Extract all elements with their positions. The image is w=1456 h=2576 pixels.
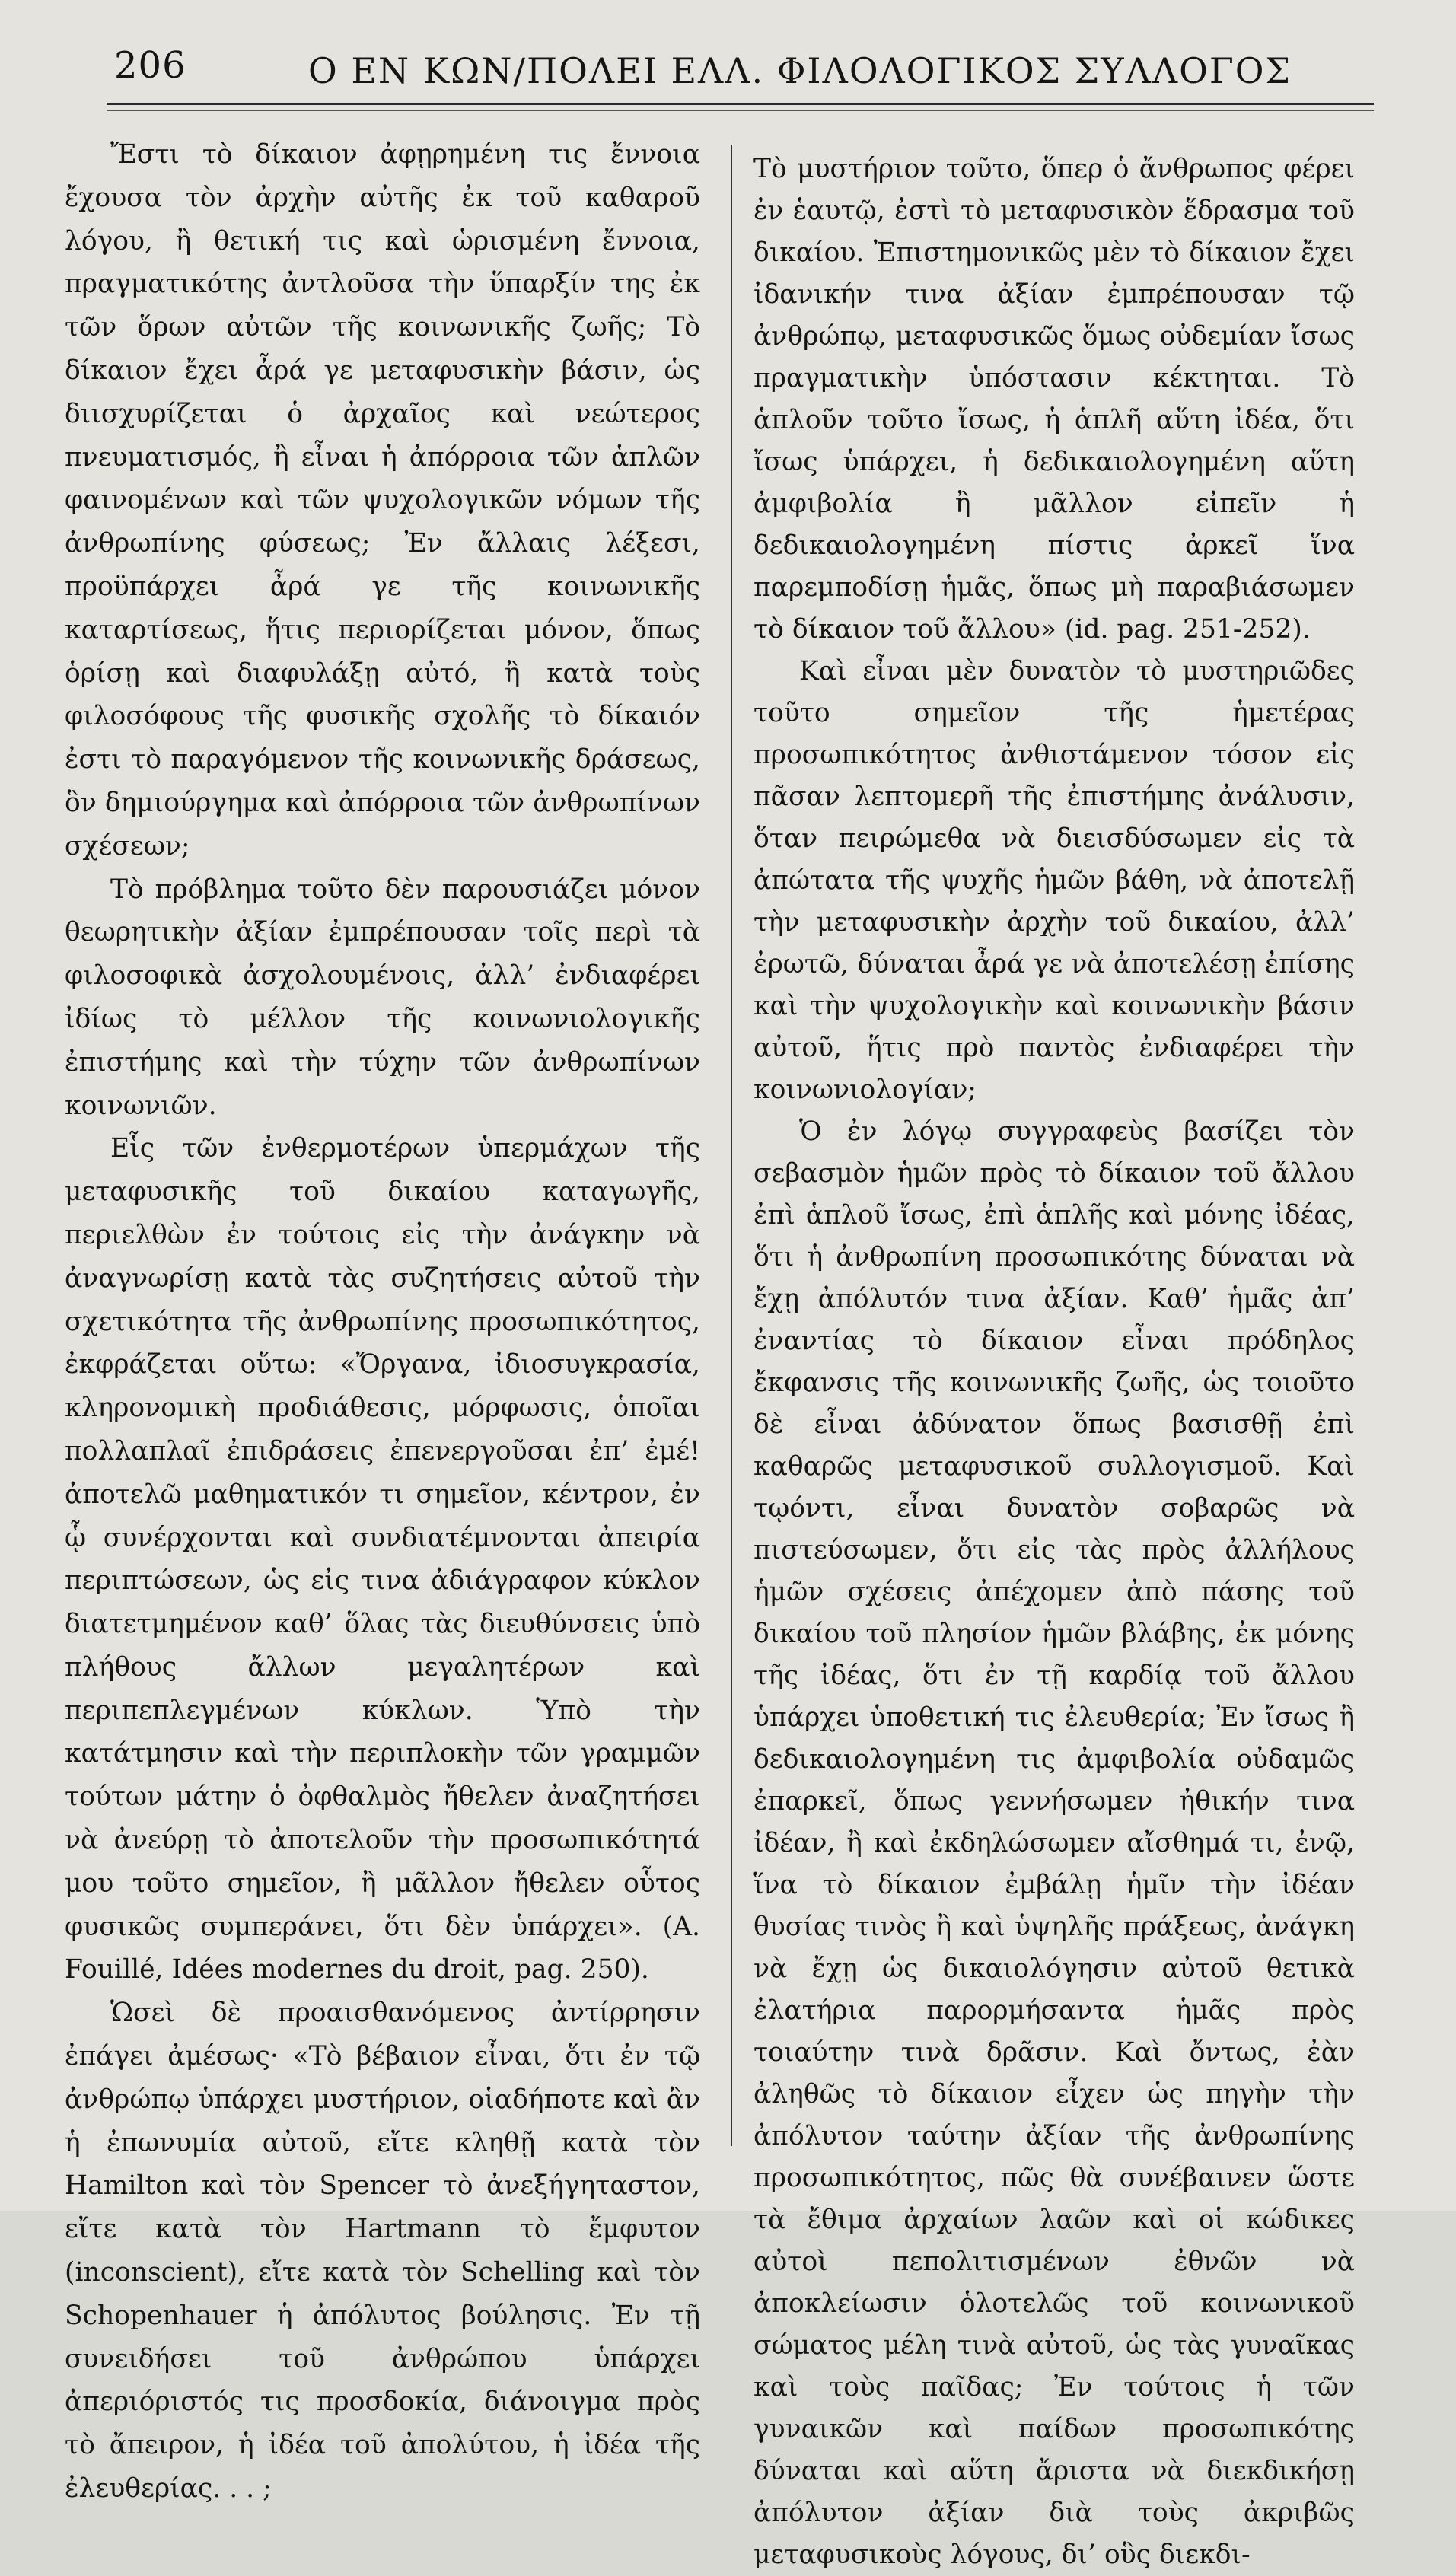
paragraph: Ὡσεὶ δὲ προαισθανόμενος ἀντίρρησιν ἐπάγει ἀμέσως· «Τὸ βέβαιον εἶναι, ὅτι ἐν τῷ ἀνθρώπῳ ὑπάρχει μυστήριον, οἱαδήποτε καὶ ἂν ἡ ἐπωνυμία αὐτοῦ, εἴτε κληθῇ κατὰ τὸν Hamilton καὶ τὸν Spencer τὸ ἀνεξήγηταστον, εἴτε κατὰ τὸν Hartmann τὸ ἔμφυτον (inconscient), εἴτε κατὰ τὸν Schelling καὶ τὸν Schopenhauer ἡ ἀπόλυτος βούλησις. Ἐν τῇ συνειδήσει τοῦ ἀνθρώπου ὑπάρχει ἀπεριόριστός τις προσδοκία, διάνοιγμα πρὸς τὸ ἄπειρον, ἡ ἰδέα τοῦ ἀπολύτου, ἡ ἰδέα τῆς ἐλευθερίας. . . ;	[65, 1998, 700, 2504]
paragraph: Τὸ μυστήριον τοῦτο, ὅπερ ὁ ἄνθρωπος φέρει ἐν ἑαυτῷ, ἐστὶ τὸ μεταφυσικὸν ἕδρασμα τοῦ δικαίου. Ἐπιστημονικῶς μὲν τὸ δίκαιον ἔχει ἰδανικήν τινα ἀξίαν ἐμπρέπουσαν τῷ ἀνθρώπῳ, μεταφυσικῶς ὅμως οὐδεμίαν ἴσως πραγματικὴν ὑπόστασιν κέκτηται. Τὸ ἁπλοῦν τοῦτο ἴσως, ἡ ἁπλῆ αὕτη ἰδέα, ὅτι ἴσως ὑπάρχει, ἡ δεδικαιολογημένη αὕτη ἀμφιβολία ἢ μᾶλλον εἰπεῖν ἡ δεδικαιολογημένη πίστις ἀρκεῖ ἵνα παρεμποδίσῃ ἡμᾶς, ὅπως μὴ παραβιάσωμεν τὸ δίκαιον τοῦ ἄλλου» (id. pag. 251-252).	[753, 154, 1355, 645]
paragraph: Ἔστι τὸ δίκαιον ἀφῃρημένη τις ἔννοια ἔχουσα τὸν ἀρχὴν αὐτῆς ἐκ τοῦ καθαροῦ λόγου, ἢ θετική τις καὶ ὡρισμένη ἔννοια, πραγματικότης ἀντλοῦσα τὴν ὕπαρξίν της ἐκ τῶν ὅρων αὐτῶν τῆς κοινωνικῆς ζωῆς; Τὸ δίκαιον ἔχει ἆρά γε μεταφυσικὴν βάσιν, ὡς διισχυρίζεται ὁ ἀρχαῖος καὶ νεώτερος πνευματισμός, ἢ εἶναι ἡ ἀπόρροια τῶν ἁπλῶν φαινομένων καὶ τῶν ψυχολογικῶν νόμων τῆς ἀνθρωπίνης φύσεως; Ἐν ἄλλαις λέξεσι, προϋπάρχει ἆρά γε τῆς κοινωνικῆς καταρτίσεως, ἥτις περιορίζεται μόνον, ὅπως ὁρίσῃ καὶ διαφυλάξῃ αὐτό, ἢ κατὰ τοὺς φιλοσόφους τῆς φυσικῆς σχολῆς τὸ δίκαιόν ἐστι τὸ παραγόμενον τῆς κοινωνικῆς δράσεως, ὃν δημιούργημα καὶ ἀπόρροια τῶν ἀνθρωπίνων σχέσεων;	[65, 139, 700, 861]
column-divider	[731, 145, 732, 2146]
right-column	[753, 148, 1355, 2576]
header-rule-thin	[107, 110, 1374, 111]
header-rule	[107, 103, 1374, 105]
left-column	[65, 133, 700, 2511]
running-title: Ο ΕΝ ΚΩΝ/ΠΟΛΕΙ ΕΛΛ. ΦΙΛΟΛΟΓΙΚΟΣ ΣΥΛΛΟΓΟΣ	[308, 50, 1292, 91]
paragraph: Ὁ ἐν λόγῳ συγγραφεὺς βασίζει τὸν σεβασμὸν ἡμῶν πρὸς τὸ δίκαιον τοῦ ἄλλου ἐπὶ ἁπλοῦ ἴσως, ἐπὶ ἁπλῆς καὶ μόνης ἰδέας, ὅτι ἡ ἀνθρωπίνη προσωπικότης δύναται νὰ ἔχῃ ἀπόλυτόν τινα ἀξίαν. Καθ’ ἡμᾶς ἀπ’ ἐναντίας τὸ δίκαιον εἶναι πρόδηλος ἔκφανσις τῆς κοινωνικῆς ζωῆς, ὡς τοιοῦτο δὲ εἶναι ἀδύνατον ὅπως βασισθῇ ἐπὶ καθαρῶς μεταφυσικοῦ συλλογισμοῦ. Καὶ τῳόντι, εἶναι δυνατὸν σοβαρῶς νὰ πιστεύσωμεν, ὅτι εἰς τὰς πρὸς ἀλλήλους ἡμῶν σχέσεις ἀπέχομεν ἀπὸ πάσης τοῦ δικαίου τοῦ πλησίον ἡμῶν βλάβης, ἐκ μόνης τῆς ἰδέας, ὅτι ἐν τῇ καρδίᾳ τοῦ ἄλλου ὑπάρχει ὑποθετική τις ἐλευθερία; Ἐν ἴσως ἢ δεδικαιολογημένη τις ἀμφιβολία οὐδαμῶς ἐπαρκεῖ, ὅπως γεννήσωμεν ἠθικήν τινα ἰδέαν, ἢ καὶ ἐκδηλώσωμεν αἴσθημά τι, ἐνῷ, ἵνα τὸ δίκαιον ἐμβάλῃ ἡμῖν τὴν ἰδέαν θυσίας τινὸς ἢ καὶ ὑψηλῆς πράξεως, ἀνάγκη νὰ ἔχῃ ὡς δικαιολόγησιν αὐτοῦ θετικὰ ἐλατήρια παρορμήσαντα ἡμᾶς πρὸς τοιαύτην τινὰ δρᾶσιν. Καὶ ὄντως, ἐὰν ἀληθῶς τὸ δίκαιον εἶχεν ὡς πηγὴν τὴν ἀπόλυτον ταύτην ἀξίαν τῆς ἀνθρωπίνης προσωπικότητος, πῶς θὰ συνέβαινεν ὥστε τὰ ἔθιμα ἀρχαίων λαῶν καὶ οἱ κώδικες αὐτοὶ πεπολιτισμένων ἐθνῶν νὰ ἀποκλείωσιν ὁλοτελῶς τοῦ κοινωνικοῦ σώματος μέλη τινὰ αὐτοῦ, ὡς τὰς γυναῖκας καὶ τοὺς παῖδας; Ἐν τούτοις ἡ τῶν γυναικῶν καὶ παίδων προσωπικότης δύναται καὶ αὕτη ἄριστα νὰ διεκδικήσῃ ἀπόλυτον ἀξίαν διὰ τοὺς ἀκριβῶς μεταφυσικοὺς λόγους, δι’ οὓς διεκδι-	[753, 1116, 1355, 2570]
paragraph: Καὶ εἶναι μὲν δυνατὸν τὸ μυστηριῶδες τοῦτο σημεῖον τῆς ἡμετέρας προσωπικότητος ἀνθιστάμενον τόσον εἰς πᾶσαν λεπτομερῆ τῆς ἐπιστήμης ἀνάλυσιν, ὅταν πειρώμεθα νὰ διεισδύσωμεν εἰς τὰ ἀπώτατα τῆς ψυχῆς ἡμῶν βάθη, νὰ ἀποτελῇ τὴν μεταφυσικὴν ἀρχὴν τοῦ δικαίου, ἀλλ’ ἐρωτῶ, δύναται ἆρά γε νὰ ἀποτελέσῃ ἐπίσης καὶ τὴν ψυχολογικὴν καὶ κοινωνικὴν βάσιν αὐτοῦ, ἥτις πρὸ παντὸς ἐνδιαφέρει τὴν κοινωνιολογίαν;	[753, 656, 1355, 1105]
paragraph: Τὸ πρόβλημα τοῦτο δὲν παρουσιάζει μόνον θεωρητικὴν ἀξίαν ἐμπρέπουσαν τοῖς περὶ τὰ φιλοσοφικὰ ἀσχολουμένοις, ἀλλ’ ἐνδιαφέρει ἰδίως τὸ μέλλον τῆς κοινωνιολογικῆς ἐπιστήμης καὶ τὴν τύχην τῶν ἀνθρωπίνων κοινωνιῶν.	[65, 874, 700, 1121]
paragraph: Εἷς τῶν ἐνθερμοτέρων ὑπερμάχων τῆς μεταφυσικῆς τοῦ δικαίου καταγωγῆς, περιελθὼν ἐν τούτοις εἰς τὴν ἀνάγκην νὰ ἀναγνωρίσῃ κατὰ τὰς συζητήσεις αὐτοῦ τὴν σχετικότητα τῆς ἀνθρωπίνης προσωπικότητος, ἐκφράζεται οὕτω: «Ὄργανα, ἰδιοσυγκρασία, κληρονομικὴ προδιάθεσις, μόρφωσις, ὁποῖαι πολλαπλαῖ ἐπιδράσεις ἐπενεργοῦσαι ἐπ’ ἐμέ! ἀποτελῶ μαθηματικόν τι σημεῖον, κέντρον, ἐν ᾧ συνέρχονται καὶ συνδιατέμνονται ἀπειρία περιπτώσεων, ὡς εἰς τινα ἀδιάγραφον κύκλον διατετμημένον καθ’ ὅλας τὰς διευθύνσεις ὑπὸ πλήθους ἄλλων μεγαλητέρων καὶ περιπεπλεγμένων κύκλων. Ὑπὸ τὴν κατάτμησιν καὶ τὴν περιπλοκὴν τῶν γραμμῶν τούτων μάτην ὁ ὀφθαλμὸς ἤθελεν ἀναζητήσει νὰ ἀνεύρῃ τὸ ἀποτελοῦν τὴν προσωπικότητά μου τοῦτο σημεῖον, ἢ μᾶλλον ἤθελεν οὗτος φυσικῶς συμπεράνει, ὅτι δὲν ὑπάρχει». (A. Fouillé, Idées modernes du droit, pag. 250).	[65, 1133, 700, 1985]
page-number: 206	[114, 44, 186, 87]
